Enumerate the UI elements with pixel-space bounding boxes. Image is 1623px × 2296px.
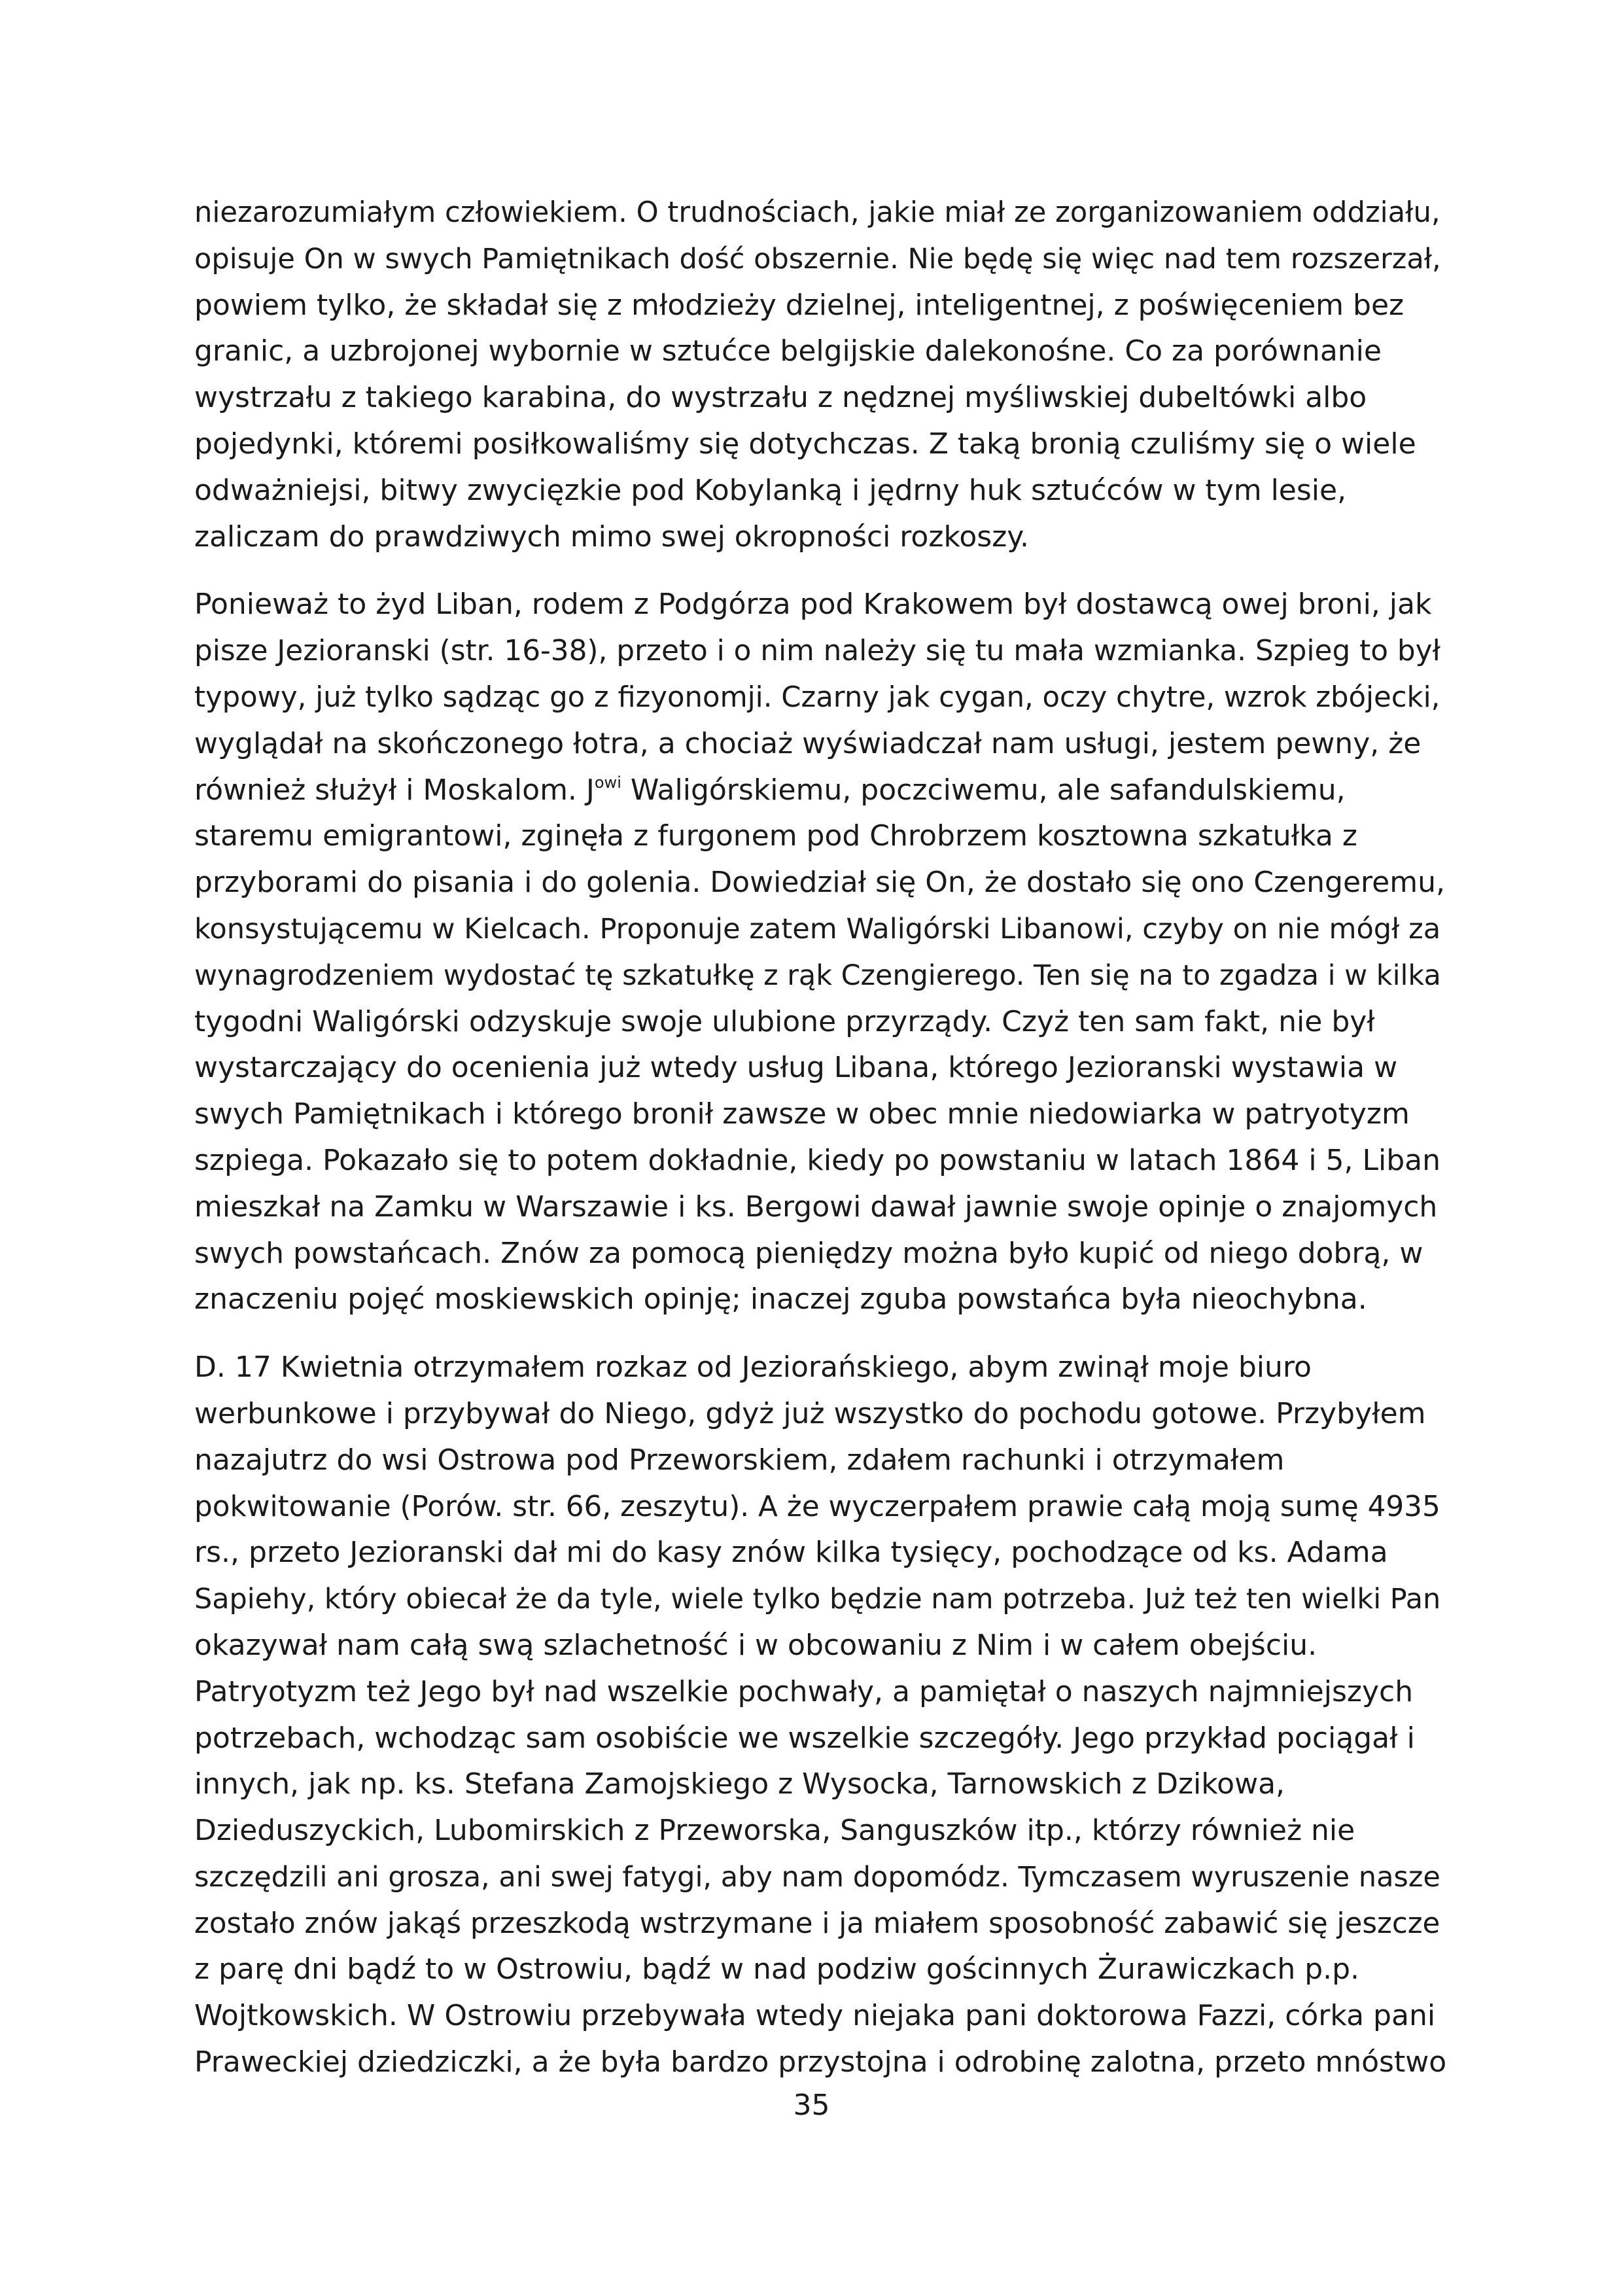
text-line: Sapiehy, który obiecał że da tyle, wiele tylko będzie nam potrzeba. Już też ten wielki Pan — [194, 1583, 1441, 1616]
text-line: granic, a uzbrojonej wybornie w sztućce belgijskie dalekonośne. Co za porównanie — [194, 334, 1382, 368]
text-line: wystarczający do ocenienia już wtedy usług Libana, którego Jezioranski wystawia w — [194, 1051, 1398, 1085]
text-line: Patryotyzm też Jego był nad wszelkie pochwały, a pamiętał o naszych najmniejszych — [194, 1674, 1414, 1708]
text-line: wynagrodzeniem wydostać tę szkatułkę z rąk Czengierego. Ten się na to zgadza i w kilka — [194, 959, 1441, 992]
paragraph-2 — [194, 582, 1447, 1323]
text-line: zostało znów jakąś przeszkodą wstrzymane i ja miałem sposobność zabawić się jeszcze — [194, 1907, 1440, 1940]
text-line-with-superscript — [194, 768, 1447, 814]
text-line: zaliczam do prawdziwych mimo swej okropności rozkoszy. — [194, 520, 1030, 554]
text-line: Dzieduszyckich, Lubomirskich z Przeworska, Sanguszków itp., którzy również nie — [194, 1814, 1355, 1848]
text-line: okazywał nam całą swą szlachetność i w obcowaniu z Nim i w całem obejściu. — [194, 1628, 1318, 1662]
text-line: znaczeniu pojęć moskiewskich opinję; inaczej zguba powstańca była nieochybna. — [194, 1282, 1367, 1316]
text-line: niezarozumiałym człowiekiem. O trudnościach, jakie miał ze zorganizowaniem oddziału, — [194, 196, 1440, 229]
paragraph-1 — [194, 190, 1447, 560]
text-line: tygodni Waligórski odzyskuje swoje ulubione przyrządy. Czyż ten sam fakt, nie był — [194, 1004, 1375, 1038]
text-line: swych powstańcach. Znów za pomocą pieniędzy można było kupić od niego dobrą, w — [194, 1236, 1423, 1270]
text-fragment: również służył i Moskalom. J — [194, 773, 595, 807]
text-line: nazajutrz do wsi Ostrowa pod Przeworskiem, zdałem rachunki i otrzymałem — [194, 1443, 1285, 1477]
body-text — [194, 190, 1447, 2108]
text-line: innych, jak np. ks. Stefana Zamojskiego z Wysocka, Tarnowskich z Dzikowa, — [194, 1767, 1285, 1801]
text-fragment: Waligórskiemu, poczciwemu, ale safandulskiemu, — [621, 773, 1346, 807]
text-line: powiem tylko, że składał się z młodzieży dzielnej, inteligentnej, z poświęceniem bez — [194, 288, 1405, 322]
text-line: konsystującemu w Kielcach. Proponuje zatem Waligórski Libanowi, czyby on nie mógł za — [194, 912, 1441, 945]
text-line: opisuje On w swych Pamiętnikach dość obszernie. Nie będę się więc nad tem rozszerzał, — [194, 242, 1441, 275]
text-line: Praweckiej dziedziczki, a że była bardzo przystojna i odrobinę zalotna, przeto mnóstwo — [194, 2045, 1447, 2079]
text-line: potrzebach, wchodząc sam osobiście we wszelkie szczegóły. Jego przykład pociągał i — [194, 1721, 1415, 1755]
text-line: werbunkowe i przybywał do Niego, gdyż już wszystko do pochodu gotowe. Przybyłem — [194, 1396, 1426, 1430]
page-number: 35 — [793, 2089, 830, 2122]
text-line: wystrzału z takiego karabina, do wystrzału z nędznej myśliwskiej dubeltówki albo — [194, 381, 1367, 415]
paragraph-3 — [194, 1345, 1447, 2086]
text-line: przyborami do pisania i do golenia. Dowiedział się On, że dostało się ono Czengeremu, — [194, 866, 1445, 900]
text-line: mieszkał na Zamku w Warszawie i ks. Bergowi dawał jawnie swoje opinje o znajomych — [194, 1190, 1438, 1224]
text-line: wyglądał na skończonego łotra, a chociaż wyświadczał nam usługi, jestem pewny, że — [194, 726, 1422, 760]
text-line: szczędzili ani grosza, ani swej fatygi, aby nam dopomódz. Tymczasem wyruszenie nasze — [194, 1860, 1440, 1894]
text-line: typowy, już tylko sądząc go z fizyonomji. Czarny jak cygan, oczy chytre, wzrok zbójecki, — [194, 680, 1440, 714]
text-line: swych Pamiętnikach i którego bronił zawsze w obec mnie niedowiarka w patryotyzm — [194, 1097, 1410, 1131]
text-line: z parę dni bądź to w Ostrowiu, bądź w nad podziw gościnnych Żurawiczkach p.p. — [194, 1952, 1360, 1987]
text-line: odważniejsi, bitwy zwycięzkie pod Kobylanką i jędrny huk sztućców w tym lesie, — [194, 473, 1347, 507]
text-line: D. 17 Kwietnia otrzymałem rozkaz od Jeziorańskiego, abym zwinął moje biuro — [194, 1351, 1312, 1385]
superscript-abbreviation: owi — [594, 773, 621, 792]
text-line: pokwitowanie (Porów. str. 66, zeszytu). A że wyczerpałem prawie całą moją sumę 4935 — [194, 1489, 1440, 1523]
text-line: Wojtkowskich. W Ostrowiu przebywała wtedy niejaka pani doktorowa Fazzi, córka pani — [194, 1999, 1436, 2033]
text-line: szpiega. Pokazało się to potem dokładnie, kiedy po powstaniu w latach 1864 i 5, Liban — [194, 1143, 1441, 1177]
text-line: Ponieważ to żyd Liban, rodem z Podgórza pod Krakowem był dostawcą owej broni, jak — [194, 588, 1432, 622]
text-line: pisze Jezioranski (str. 16-38), przeto i o nim należy się tu mała wzmianka. Szpieg to był — [194, 634, 1440, 668]
text-line: pojedynki, któremi posiłkowaliśmy się dotychczas. Z taką bronią czuliśmy się o wiele — [194, 427, 1416, 461]
text-line: rs., przeto Jezioranski dał mi do kasy znów kilka tysięcy, pochodzące od ks. Adama — [194, 1536, 1388, 1570]
text-line: staremu emigrantowi, zginęła z furgonem pod Chrobrzem kosztowna szkatułka z — [194, 819, 1357, 853]
